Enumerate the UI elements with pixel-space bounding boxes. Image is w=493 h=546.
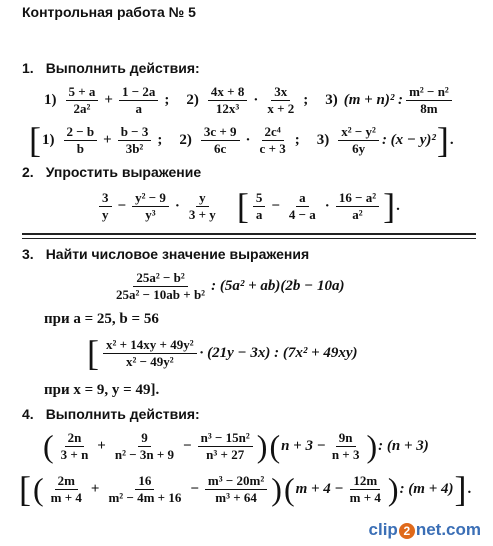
fraction: $\frac{\text{m² − n²}}{8m}$ xyxy=(406,85,452,115)
left-paren: ( xyxy=(33,471,44,507)
task1-text: Выполнить действия: xyxy=(45,60,200,76)
fraction: $\frac{\text{16 − a²}}{\text{a²}}$ xyxy=(336,191,379,221)
watermark-logo: clip 2 net.com xyxy=(368,520,481,539)
left-paren: ( xyxy=(283,471,295,507)
fraction: $\frac{\text{25a² − b²}}{\text{25a² − 10ab + b²}}$ xyxy=(116,269,206,302)
expression: : (x − y)² xyxy=(381,131,436,148)
right-paren: ) xyxy=(271,471,282,507)
label: 1) xyxy=(44,91,57,108)
expression: : (n + 3) xyxy=(378,437,429,454)
label: 1) xyxy=(42,131,55,148)
task4-row2 xyxy=(18,466,471,512)
right-bracket: ] xyxy=(383,186,396,226)
operator: + xyxy=(90,480,100,497)
task2-expression xyxy=(96,184,400,228)
fraction: $\frac{\text{2c⁴}}{c + 3}$ xyxy=(259,123,286,156)
fraction: $\frac{5 + a}{\text{2a²}}$ xyxy=(66,85,99,115)
expression: : (m + 4) xyxy=(399,480,454,497)
task4-text: Выполнить действия: xyxy=(45,406,200,422)
right-bracket: ] xyxy=(436,120,449,160)
task2-number: 2. xyxy=(22,164,34,180)
operator: − xyxy=(190,480,199,497)
separator: ; xyxy=(157,131,163,148)
operator: − xyxy=(271,197,280,214)
separator: ; xyxy=(303,91,309,108)
fraction: $\frac{16}{\text{m² − 4m + 16}}$ xyxy=(108,472,182,505)
operator: · xyxy=(174,197,180,214)
fraction: $\frac{9n}{n + 3}$ xyxy=(331,429,360,462)
expression: : (5a² + ab)(2b − 10a) xyxy=(211,277,345,294)
left-bracket: [ xyxy=(236,186,249,226)
page-title xyxy=(22,4,196,20)
fraction: $\frac{\text{x² − y²}}{6y}$ xyxy=(338,125,379,155)
left-bracket: [ xyxy=(29,120,41,160)
task3-condition1 xyxy=(44,311,159,328)
separator: ; xyxy=(294,131,300,148)
task2-header xyxy=(22,164,201,180)
right-bracket: ] xyxy=(454,469,467,509)
label: 3) xyxy=(316,131,330,148)
separator: ; xyxy=(164,91,170,108)
period: . xyxy=(396,197,400,214)
fraction: $\frac{y}{3 + y}$ xyxy=(188,189,216,222)
task1-number: 1. xyxy=(22,60,34,76)
fraction: $\frac{b - 3}{\text{3b²}}$ xyxy=(118,125,152,155)
fraction: $\frac{3}{y}$ xyxy=(99,191,112,221)
task3-condition2 xyxy=(44,382,159,399)
period: . xyxy=(449,131,454,148)
task4-row1 xyxy=(42,424,429,468)
label: 2) xyxy=(186,91,199,108)
task3-alt-expression xyxy=(86,332,358,374)
condition-text: при a = 25, b = 56 xyxy=(44,311,159,327)
fraction: $\frac{12m}{m + 4}$ xyxy=(349,472,381,505)
fraction: $\frac{9}{\text{n² − 3n + 9}}$ xyxy=(114,429,175,462)
fraction: $\frac{1 - 2a}{a}$ xyxy=(119,85,158,115)
task1-row1 xyxy=(44,80,455,120)
condition-text: при x = 9, y = 49]. xyxy=(44,382,160,398)
expression: (m + n)² : xyxy=(343,91,404,108)
fraction: $\frac{a}{4 - a}$ xyxy=(288,189,316,222)
expression: m + 4 − xyxy=(295,480,344,497)
task1-header xyxy=(22,60,200,76)
fraction: $\frac{2n}{3 + n}$ xyxy=(60,429,89,462)
task2-text: Упростить выражение xyxy=(45,164,202,180)
operator: − xyxy=(183,437,192,454)
operator: · xyxy=(253,91,259,108)
divider xyxy=(22,233,476,235)
fraction: $\frac{\text{n³ − 15n²}}{\text{n³ + 27}}$ xyxy=(198,431,253,461)
fraction: $\frac{\text{m³ − 20m²}}{\text{m³ + 64}}$ xyxy=(205,474,267,504)
left-paren: ( xyxy=(269,428,281,464)
left-bracket: [ xyxy=(87,333,99,373)
task3-number: 3. xyxy=(22,246,34,262)
divider xyxy=(22,238,476,239)
fraction: $\frac{3x}{x + 2}$ xyxy=(267,83,295,116)
right-paren: ) xyxy=(366,428,378,464)
task4-header xyxy=(22,406,200,422)
left-bracket: [ xyxy=(19,469,31,509)
expression: · (21y − 3x) : (7x² + 49xy) xyxy=(199,344,358,361)
left-paren: ( xyxy=(43,428,54,464)
operator: + xyxy=(103,131,112,148)
label: 3) xyxy=(325,91,338,108)
fraction: $\frac{2m}{m + 4}$ xyxy=(50,472,82,505)
task4-number: 4. xyxy=(22,406,34,422)
fraction: $\frac{\text{x² + 14xy + 49y²}}{\text{x² − 49y²}}$ xyxy=(103,338,197,368)
operator: · xyxy=(324,197,330,214)
fraction: $\frac{\text{y² − 9}}{\text{y³}}$ xyxy=(132,191,169,221)
task3-expression xyxy=(110,266,344,306)
expression: n + 3 − xyxy=(281,437,326,454)
right-paren: ) xyxy=(387,471,399,507)
period: . xyxy=(467,480,472,497)
fraction: $\frac{5}{a}$ xyxy=(253,191,266,221)
label: 2) xyxy=(179,131,192,148)
operator: + xyxy=(104,91,113,108)
title-text: Контрольная работа № 5 xyxy=(22,4,196,20)
operator: − xyxy=(117,197,127,214)
task3-text: Найти числовое значение выражения xyxy=(45,246,310,262)
fraction: $\frac{3c + 9}{6c}$ xyxy=(201,125,240,155)
task3-header xyxy=(22,246,309,262)
operator: + xyxy=(97,437,106,454)
fraction: $\frac{2 - b}{b}$ xyxy=(64,125,98,155)
operator: · xyxy=(245,131,251,148)
task1-row2 xyxy=(28,118,454,162)
fraction: $\frac{4x + 8}{\text{12x³}}$ xyxy=(208,85,247,115)
right-paren: ) xyxy=(256,428,268,464)
